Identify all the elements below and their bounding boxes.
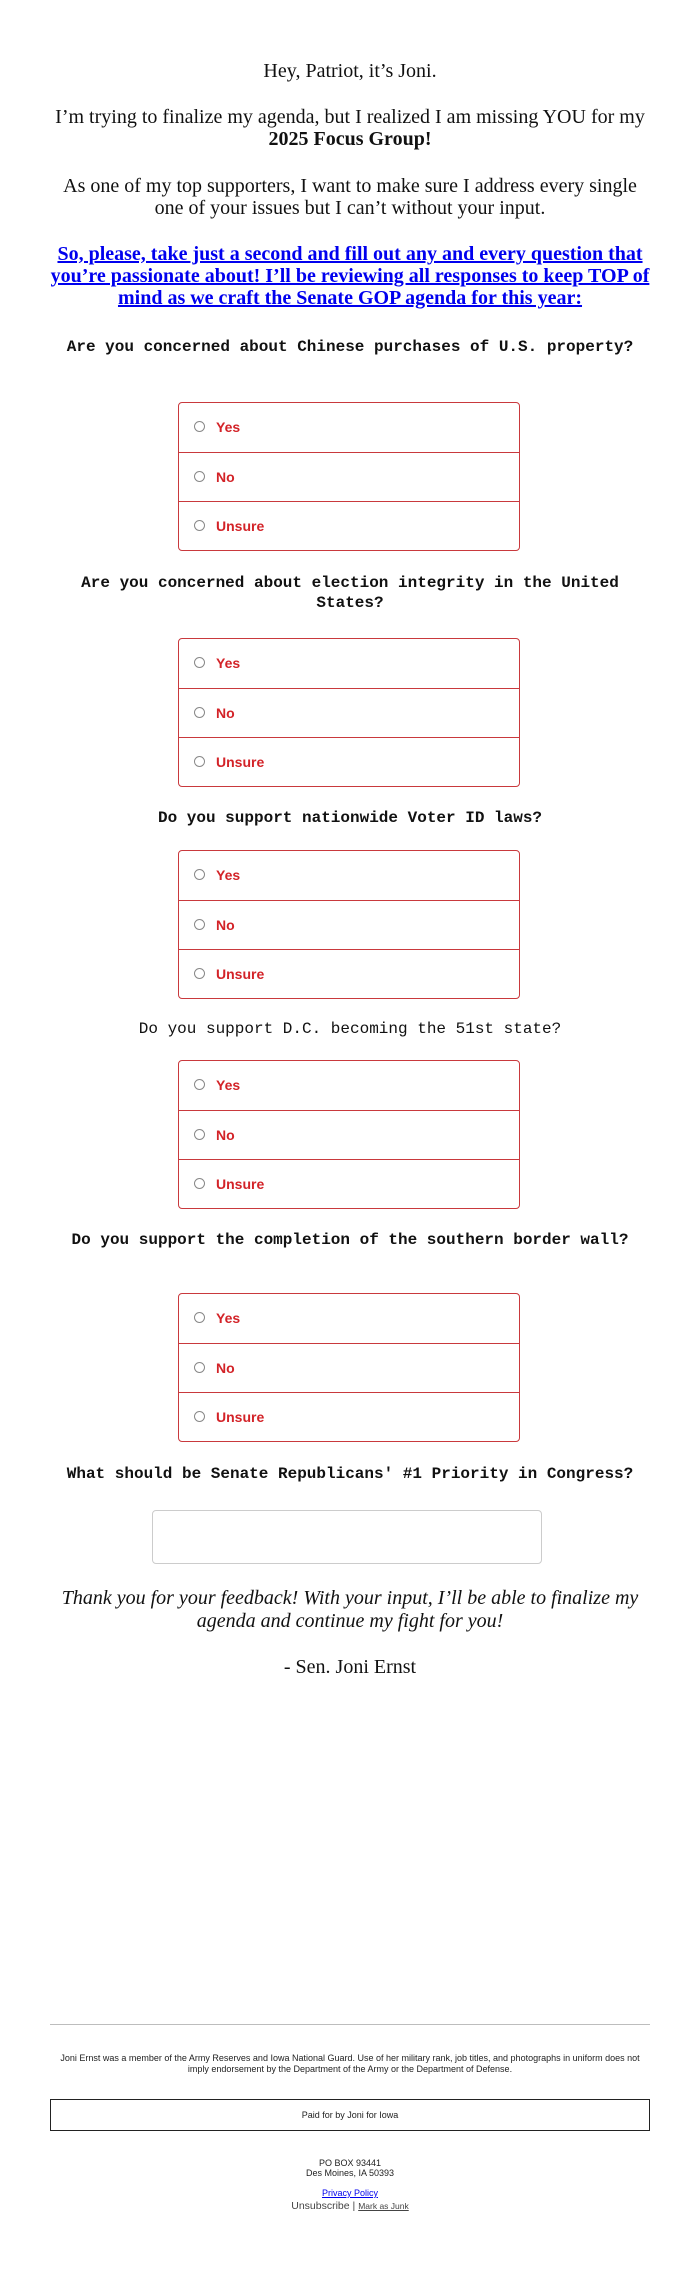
option-no[interactable] — [179, 1343, 519, 1392]
option-label: Unsure — [216, 754, 265, 770]
priority-question-text: What should be Senate Republicans' #1 Priority in Congress? — [66, 1465, 634, 1483]
option-label: Unsure — [216, 1176, 265, 1192]
question-2-text: Are you concerned about election integrity in the United States? — [81, 574, 619, 612]
option-label: No — [216, 917, 235, 933]
radio-icon[interactable] — [194, 756, 205, 767]
option-label: No — [216, 469, 235, 485]
option-yes[interactable] — [179, 1061, 519, 1110]
option-no[interactable] — [179, 688, 519, 737]
address-line-2: Des Moines, IA 50393 — [305, 2168, 395, 2178]
mailing-address — [50, 2158, 650, 2178]
option-label: No — [216, 1127, 235, 1143]
question-3-text: Do you support nationwide Voter ID laws? — [157, 809, 543, 827]
address-line-1: PO BOX 93441 — [318, 2158, 382, 2168]
footer-links — [50, 2188, 650, 2213]
support-paragraph: As one of my top supporters, I want to make sure I address every single one of your issues but I can’t without your input. — [63, 175, 637, 219]
greeting: Hey, Patriot, it’s Joni. — [263, 60, 437, 82]
radio-icon[interactable] — [194, 919, 205, 930]
military-disclaimer: Joni Ernst was a member of the Army Reserves and Iowa National Guard. Use of her military rank, job titles, and photographs in uniform does not imply endorsement by the Department of the Army or the Department of Defense. — [60, 2053, 640, 2074]
radio-icon[interactable] — [194, 1178, 205, 1189]
link-separator: | — [349, 2200, 359, 2212]
radio-icon[interactable] — [194, 968, 205, 979]
option-label: Yes — [216, 1077, 241, 1093]
unsubscribe-row — [50, 2200, 650, 2213]
unsubscribe-link[interactable]: Unsubscribe — [291, 2200, 350, 2212]
option-no[interactable] — [179, 452, 519, 501]
radio-icon[interactable] — [194, 471, 205, 482]
option-yes[interactable] — [179, 639, 519, 688]
radio-icon[interactable] — [194, 1411, 205, 1422]
privacy-policy-link[interactable]: Privacy Policy — [321, 2188, 378, 2198]
option-no[interactable] — [179, 900, 519, 949]
question-4-options — [178, 1060, 520, 1209]
cta-link[interactable]: So, please, take just a second and fill out any and every question that you’re passionate about! I’ll be reviewing all responses to keep TOP of mind as we craft the Senate GOP agenda for this year: — [50, 243, 650, 309]
option-label: No — [216, 1360, 235, 1376]
option-unsure[interactable] — [179, 1159, 519, 1208]
question-3-options — [178, 850, 520, 999]
option-yes[interactable] — [179, 403, 519, 452]
question-2-options — [178, 638, 520, 787]
option-yes[interactable] — [179, 1294, 519, 1343]
option-label: Yes — [216, 419, 241, 435]
option-label: Yes — [216, 1310, 241, 1326]
question-5-text: Do you support the completion of the southern border wall? — [71, 1231, 629, 1249]
question-1-text: Are you concerned about Chinese purchases of U.S. property? — [66, 338, 634, 356]
option-label: Yes — [216, 867, 241, 883]
option-label: No — [216, 705, 235, 721]
option-yes[interactable] — [179, 851, 519, 900]
option-no[interactable] — [179, 1110, 519, 1159]
radio-icon[interactable] — [194, 421, 205, 432]
radio-icon[interactable] — [194, 1312, 205, 1323]
radio-icon[interactable] — [194, 657, 205, 668]
option-label: Unsure — [216, 966, 265, 982]
option-unsure[interactable] — [179, 949, 519, 998]
agenda-text: I’m trying to finalize my agenda, but I realized I am missing YOU for my — [55, 106, 645, 128]
radio-icon[interactable] — [194, 1362, 205, 1373]
radio-icon[interactable] — [194, 1079, 205, 1090]
signature: - Sen. Joni Ernst — [283, 1656, 417, 1678]
option-unsure[interactable] — [179, 1392, 519, 1441]
radio-icon[interactable] — [194, 869, 205, 880]
option-label: Yes — [216, 655, 241, 671]
option-label: Unsure — [216, 518, 265, 534]
paid-for-label: Paid for by Joni for Iowa — [301, 2110, 399, 2120]
option-label: Unsure — [216, 1409, 265, 1425]
paid-for-box — [50, 2099, 650, 2131]
radio-icon[interactable] — [194, 520, 205, 531]
agenda-paragraph — [50, 106, 650, 150]
mark-as-junk-link[interactable]: Mark as Junk — [358, 2201, 409, 2211]
option-unsure[interactable] — [179, 501, 519, 550]
question-1-options — [178, 402, 520, 551]
radio-icon[interactable] — [194, 707, 205, 718]
question-4-text: Do you support D.C. becoming the 51st state? — [138, 1020, 562, 1038]
footer-divider — [50, 2024, 650, 2025]
question-5-options — [178, 1293, 520, 1442]
option-unsure[interactable] — [179, 737, 519, 786]
focus-group-emphasis: 2025 Focus Group! — [268, 128, 432, 150]
thank-you-message: Thank you for your feedback! With your input, I’ll be able to finalize my agenda and continue my fight for you! — [61, 1587, 639, 1632]
radio-icon[interactable] — [194, 1129, 205, 1140]
priority-input[interactable] — [152, 1510, 542, 1564]
